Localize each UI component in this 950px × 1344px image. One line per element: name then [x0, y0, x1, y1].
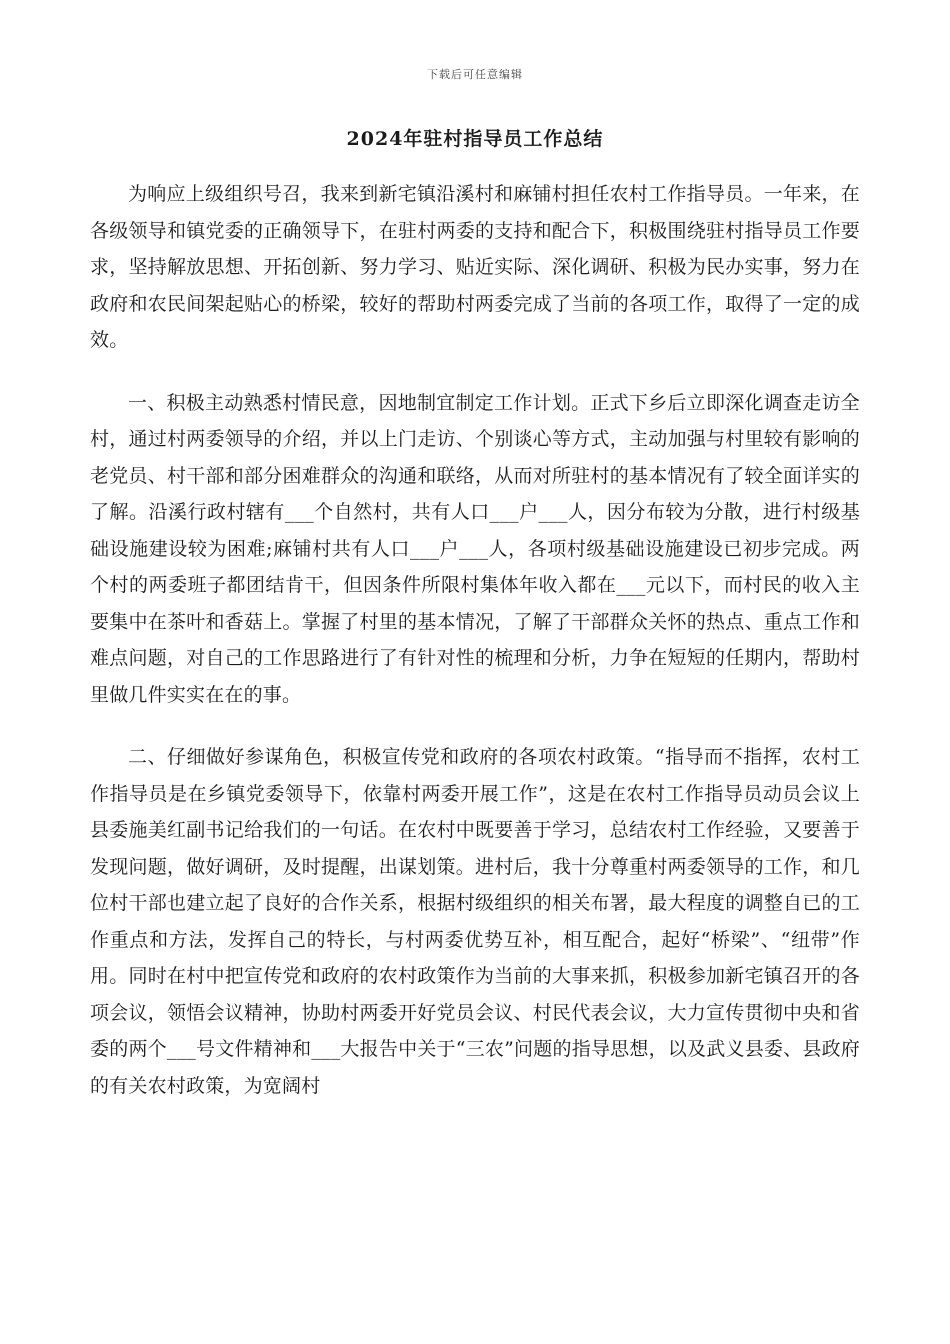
paragraph-section-one: 一、积极主动熟悉村情民意，因地制宜制定工作计划。正式下乡后立即深化调查走访全村，通过村两委领导的介绍，并以上门走访、个别谈心等方式，主动加强与村里较有影响的老党员、村干部和部分困难群众的沟通和联络，从而对所驻村的基本情况有了较全面详实的了解。沿溪行政村辖有___个自然村，共有人口___户___人，因分布较为分散，进行村级基础设施建设较为困难;麻铺村共有人口___户___人，各项村级基础设施建设已初步完成。两个村的两委班子都团结肯干，但因条件所限村集体年收入都在___元以下，而村民的收入主要集中在茶叶和香菇上。掌握了村里的基本情况，了解了干部群众关怀的热点、重点工作和难点问题，对自己的工作思路进行了有针对性的梳理和分析，力争在短短的任期内，帮助村里做几件实实在在的事。	[90, 391, 860, 706]
document-title: 2024年驻村指导员工作总结	[346, 128, 604, 150]
paragraph-intro: 为响应上级组织号召，我来到新宅镇沿溪村和麻铺村担任农村工作指导员。一年来，在各级领导和镇党委的正确领导下，在驻村两委的支持和配合下，积极围绕驻村指导员工作要求，坚持解放思想、开拓创新、努力学习、贴近实际、深化调研、积极为民办实事，努力在政府和农民间架起贴心的桥梁，较好的帮助村两委完成了当前的各项工作，取得了一定的成效。	[90, 183, 860, 351]
document-body	[90, 176, 860, 1130]
header-note: 下载后可任意编辑	[427, 68, 523, 81]
paragraph-section-two: 二、仔细做好参谋角色，积极宣传党和政府的各项农村政策。“指导而不指挥，农村工作指导员是在乡镇党委领导下，依靠村两委开展工作”，这是在农村工作指导员动员会议上县委施美红副书记给我们的一句话。在农村中既要善于学习，总结农村工作经验，又要善于发现问题，做好调研，及时提醒，出谋划策。进村后，我十分尊重村两委领导的工作，和几位村干部也建立起了良好的合作关系，根据村级组织的相关布署，最大程度的调整自已的工作重点和方法，发挥自己的特长，与村两委优势互补，相互配合，起好“桥梁”、“纽带”作用。同时在村中把宣传党和政府的农村政策作为当前的大事来抓，积极参加新宅镇召开的各项会议，领悟会议精神，协助村两委开好党员会议、村民代表会议，大力宣传贯彻中央和省委的两个___号文件精神和___大报告中关于“三农”问题的指导思想，以及武义县委、县政府的有关农村政策，为宽阔村	[90, 746, 860, 1097]
